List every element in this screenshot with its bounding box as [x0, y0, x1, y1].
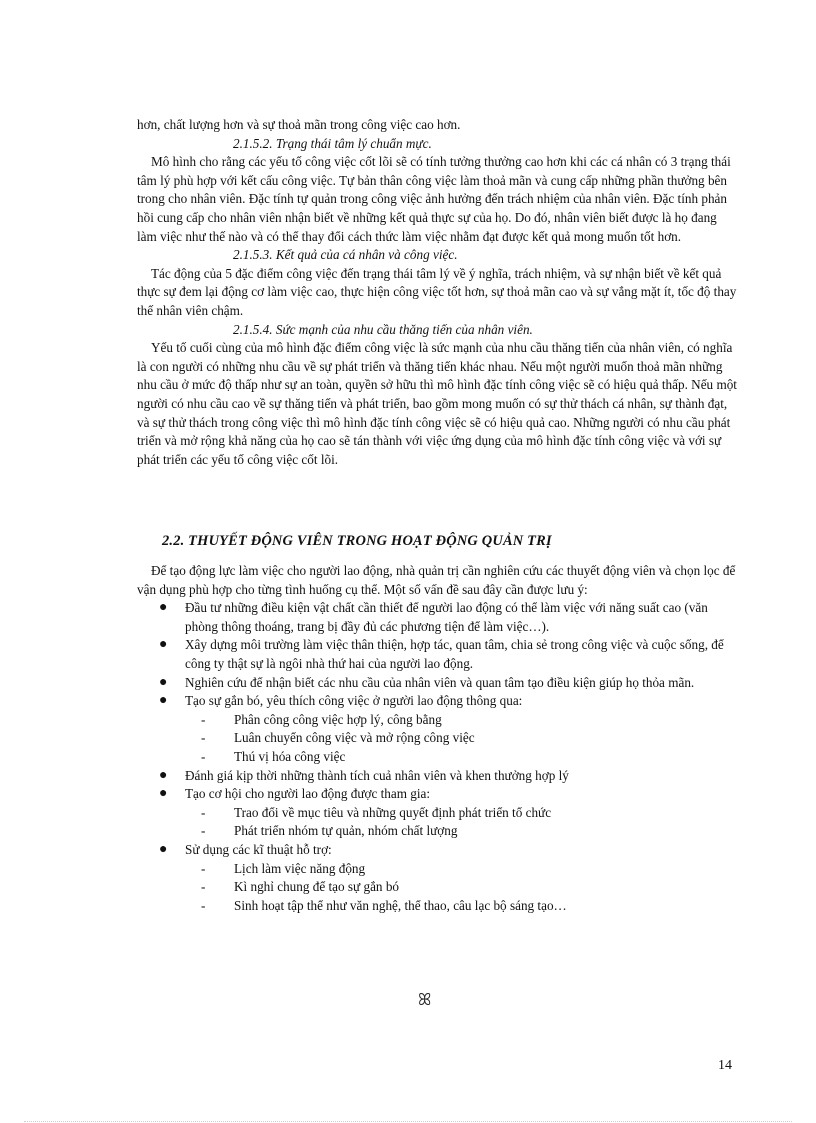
- bullet-icon: ●: [159, 674, 168, 690]
- bullet-text: Tạo sự gắn bó, yêu thích công việc ở người lao động thông qua:: [185, 693, 523, 709]
- bullet-item: [137, 636, 737, 673]
- dash-icon: -: [201, 879, 206, 895]
- sub-item: [137, 748, 737, 767]
- bullet-list: [137, 599, 737, 915]
- bullet-item: [137, 674, 737, 693]
- intro-paragraph: Để tạo động lực làm việc cho người lao động, nhà quản trị cần nghiên cứu các thuyết động viên và chọn lọc để vận dụng phù hợp cho từng tình huống cụ thể. Một số vấn đề sau đây cần được lưu ý:: [137, 563, 736, 597]
- dash-icon: -: [201, 860, 206, 876]
- sub-item-text: Phát triển nhóm tự quản, nhóm chất lượng: [234, 823, 458, 839]
- sub-item: [137, 822, 737, 841]
- sub-item-text: Luân chuyển công việc và mở rộng công việc: [234, 730, 475, 746]
- sub-item-text: Sinh hoạt tập thể như văn nghệ, thể thao, câu lạc bộ sáng tạo…: [234, 897, 567, 913]
- bullet-icon: ●: [159, 767, 168, 783]
- subheading-2-1-5-4: 2.1.5.4. Sức mạnh của nhu cầu thăng tiến của nhân viên.: [233, 321, 533, 337]
- bullet-text: Tạo cơ hội cho người lao động được tham gia:: [185, 786, 431, 802]
- bullet-text: Đầu tư những điều kiện vật chất cần thiết để người lao động có thể làm việc với năng suất cao (văn phòng thông thoáng, trang bị đầy đủ các phương tiện để làm việc…).: [185, 600, 708, 634]
- bullet-text: Xây dựng môi trường làm việc thân thiện, hợp tác, quan tâm, chia sẻ trong công việc và cuộc sống, để công ty thật sự là ngôi nhà thứ hai của người lao động.: [185, 637, 724, 671]
- bullet-icon: ●: [159, 693, 168, 709]
- page-number: 14: [718, 1058, 732, 1073]
- sub-item: [137, 711, 737, 730]
- paragraph: Mô hình cho rằng các yếu tố công việc cốt lõi sẽ có tính tưởng thưởng cao hơn khi các cá nhân có 3 trạng thái tâm lý phù hợp với kết cấu công việc. Tự bản thân công việc làm thoả mãn và cung cấp những phần thưởng bên trong cho nhân viên. Đặc tính tự quản trong công việc ảnh hưởng đến trách nhiệm của nhân viên. Đặc tính phản hồi cung cấp cho nhân viên nhận biết về những kết quả thực sự của họ. Do đó, nhân viên biết được là họ đang làm việc như thế nào và có thể thay đổi cách thức làm việc nhằm đạt được kết quả mong muốn tốt hơn.: [137, 154, 731, 244]
- section-title: 2.2. THUYẾT ĐỘNG VIÊN TRONG HOẠT ĐỘNG QUẢN TRỊ: [162, 533, 552, 549]
- bullet-text: Sử dụng các kĩ thuật hỗ trợ:: [185, 841, 332, 857]
- subheading-2-1-5-2: 2.1.5.2. Trạng thái tâm lý chuẩn mực.: [233, 135, 432, 151]
- sub-item: [137, 860, 737, 879]
- dash-icon: -: [201, 748, 206, 764]
- bullet-text: Nghiên cứu để nhận biết các nhu cầu của nhân viên và quan tâm tạo điều kiện giúp họ thỏa mãn.: [185, 674, 695, 690]
- motivation-list-block: [137, 562, 737, 915]
- dash-icon: -: [201, 897, 206, 913]
- bullet-item: [137, 692, 737, 711]
- page-bottom-divider: [24, 1121, 792, 1122]
- sub-item-text: Trao đổi về mục tiêu và những quyết định phát triển tổ chức: [234, 804, 552, 820]
- bullet-item: [137, 599, 737, 636]
- bullet-icon: ●: [159, 637, 168, 653]
- dash-icon: -: [201, 804, 206, 820]
- sub-item-text: Lịch làm việc năng động: [234, 860, 366, 876]
- sub-item: [137, 804, 737, 823]
- bullet-icon: ●: [159, 786, 168, 802]
- sub-item: [137, 729, 737, 748]
- bullet-icon: ●: [159, 600, 168, 616]
- paragraph: Tác động của 5 đặc điểm công việc đến trạng thái tâm lý về ý nghĩa, trách nhiệm, và sự nhận biết về kết quả thực sự đem lại động cơ làm việc cao, thực hiện công việc tốt hơn, sự thoả mãn cao và sự vắng mặt ít, tốc độ thay thế nhân viên chậm.: [137, 265, 737, 318]
- sub-item: [137, 897, 737, 916]
- dash-icon: -: [201, 823, 206, 839]
- sub-item-text: Kì nghỉ chung để tạo sự gắn bó: [234, 879, 400, 895]
- sub-item-text: Phân công công việc hợp lý, công bằng: [234, 711, 442, 727]
- paragraph: Yếu tố cuối cùng của mô hình đặc điểm công việc là sức mạnh của nhu cầu thăng tiến của nhân viên, có nghĩa là con người có những nhu cầu về sự phát triển và thăng tiến khác nhau. Nếu một người muốn thoả mãn những nhu cầu ở mức độ thấp như sự an toàn, quyền sở hữu thì mô hình đặc tính công việc sẽ có hiệu quả thấp. Nếu một người có nhu cầu cao về sự thăng tiến và phát triển, bao gồm mong muốn có sự thử thách cá nhân, sự thành đạt, và sự thử thách trong công việc thì mô hình đặc tính công việc sẽ có hiệu quả cao. Những người có nhu cầu phát triển và mở rộng khả năng của họ cao sẽ tán thành với việc ứng dụng của mô hình đặc tính công việc và với sự phát triển các yếu tố công việc cốt lõi.: [137, 340, 737, 467]
- bullet-icon: ●: [159, 841, 168, 857]
- sub-item: [137, 878, 737, 897]
- ornament-icon: ꕤ: [418, 992, 432, 1009]
- sub-item-text: Thú vị hóa công việc: [234, 748, 346, 764]
- body-text-top: [137, 116, 737, 469]
- dash-icon: -: [201, 730, 206, 746]
- bullet-text: Đánh giá kịp thời những thành tích cuả nhân viên và khen thưởng hợp lý: [185, 767, 569, 783]
- bullet-item: [137, 767, 737, 786]
- bullet-item: [137, 841, 737, 860]
- dash-icon: -: [201, 711, 206, 727]
- bullet-item: [137, 785, 737, 804]
- paragraph: hơn, chất lượng hơn và sự thoả mãn trong công việc cao hơn.: [137, 117, 461, 132]
- subheading-2-1-5-3: 2.1.5.3. Kết quả của cá nhân và công việc.: [233, 247, 458, 263]
